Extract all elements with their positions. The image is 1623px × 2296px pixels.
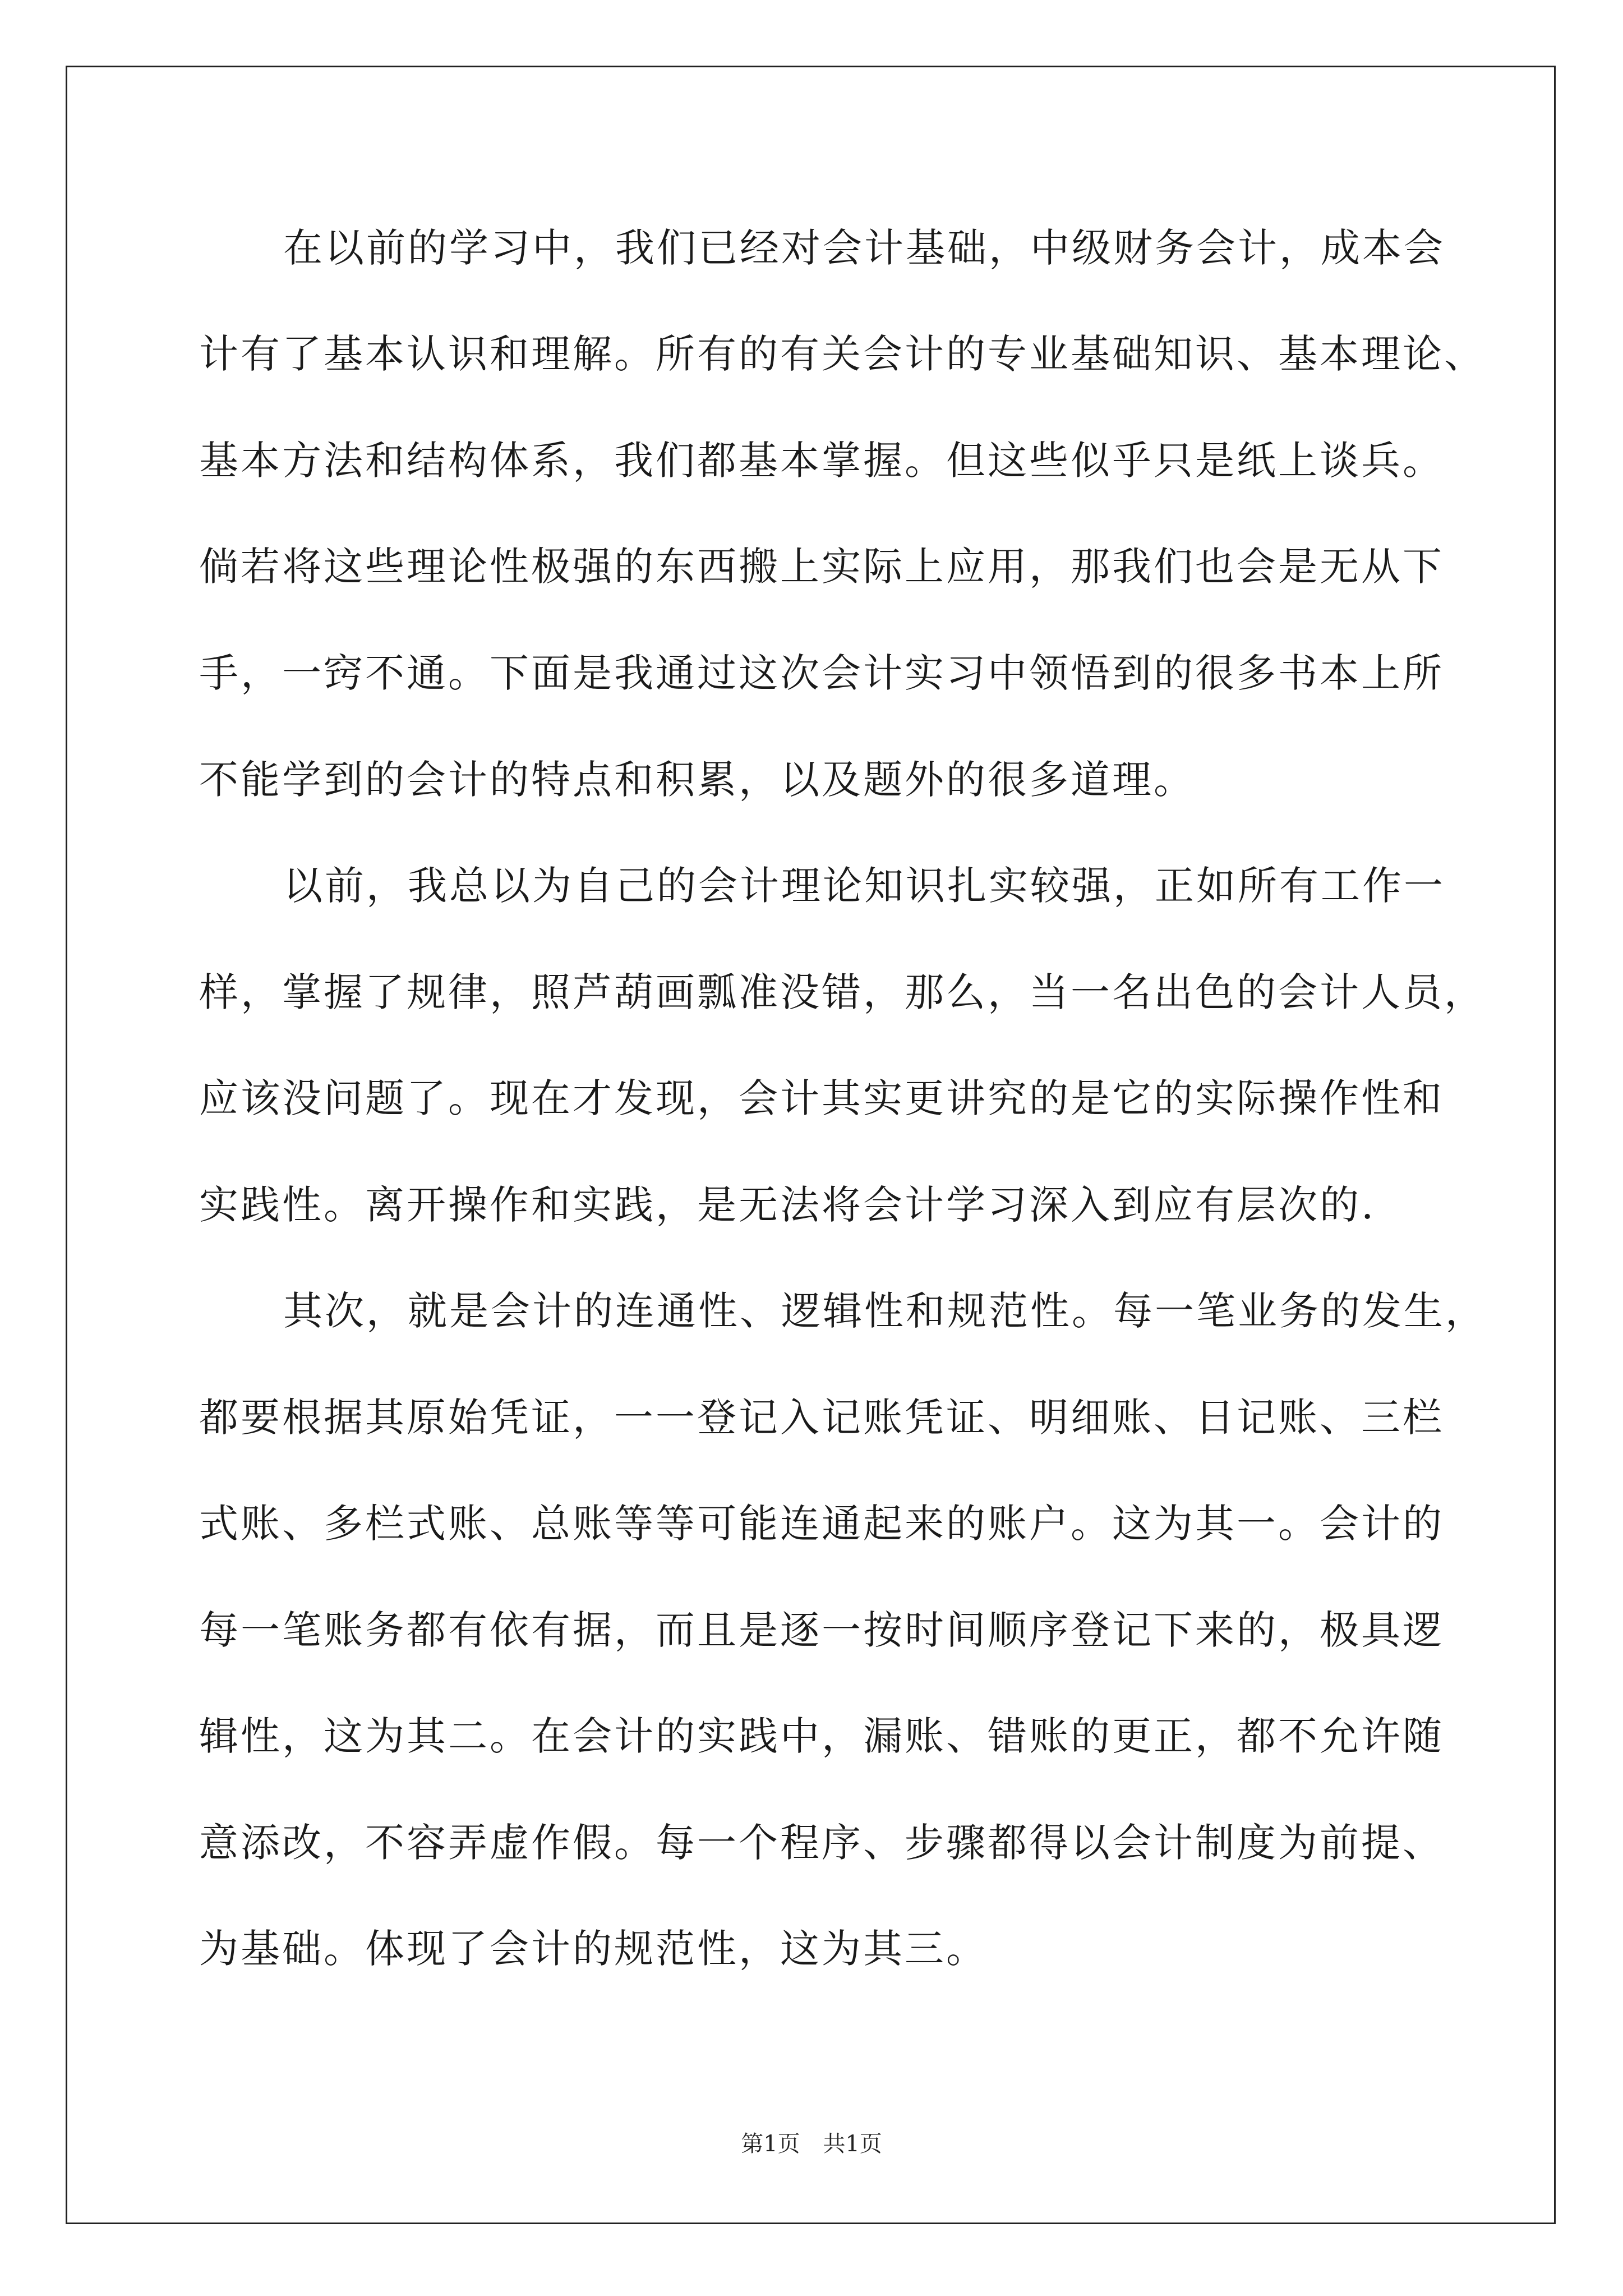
paragraph-3-line-7: 为基础。体现了会计的规范性，这为其三。: [199, 1926, 988, 1972]
paragraph-2-line-4: 实践性。离开操作和实践，是无法将会计学习深入到应有层次的.: [199, 1182, 1376, 1228]
paragraph-1-line-5: 手，一窍不通。下面是我通过这次会计实习中领悟到的很多书本上所: [199, 650, 1444, 696]
paragraph-1-line-1: 在以前的学习中，我们已经对会计基础，中级财务会计，成本会: [283, 225, 1445, 271]
paragraph-3-line-3: 式账、多栏式账、总账等等可能连通起来的账户。这为其一。会计的: [199, 1501, 1444, 1547]
paragraph-1-line-6: 不能学到的会计的特点和积累，以及题外的很多道理。: [199, 757, 1195, 803]
page-total: 共1页: [823, 2131, 882, 2157]
page-footer: [0, 2126, 1623, 2158]
page-border: [66, 66, 1556, 2224]
paragraph-2-line-3: 应该没问题了。现在才发现，会计其实更讲究的是它的实际操作性和: [199, 1075, 1444, 1121]
paragraph-2-line-1: 以前，我总以为自己的会计理论知识扎实较强，正如所有工作一: [283, 863, 1445, 909]
paragraph-1-line-4: 倘若将这些理论性极强的东西搬上实际上应用，那我们也会是无从下: [199, 544, 1444, 590]
paragraph-3-line-1: 其次，就是会计的连通性、逻辑性和规范性。每一笔业务的发生，: [283, 1288, 1487, 1334]
paragraph-1-line-2: 计有了基本认识和理解。所有的有关会计的专业基础知识、基本理论、: [199, 331, 1486, 377]
paragraph-3-line-4: 每一笔账务都有依有据，而且是逐一按时间顺序登记下来的，极具逻: [199, 1607, 1444, 1653]
page-number: 第1页: [741, 2131, 800, 2157]
paragraph-3-line-6: 意添改，不容弄虚作假。每一个程序、步骤都得以会计制度为前提、: [199, 1820, 1444, 1866]
paragraph-2-line-2: 样，掌握了规律，照芦葫画瓢准没错，那么，当一名出色的会计人员，: [199, 969, 1486, 1015]
paragraph-3-line-5: 辑性，这为其二。在会计的实践中，漏账、错账的更正，都不允许随: [199, 1713, 1444, 1759]
paragraph-3-line-2: 都要根据其原始凭证，一一登记入记账凭证、明细账、日记账、三栏: [199, 1395, 1444, 1441]
paragraph-1-line-3: 基本方法和结构体系，我们都基本掌握。但这些似乎只是纸上谈兵。: [199, 438, 1444, 484]
